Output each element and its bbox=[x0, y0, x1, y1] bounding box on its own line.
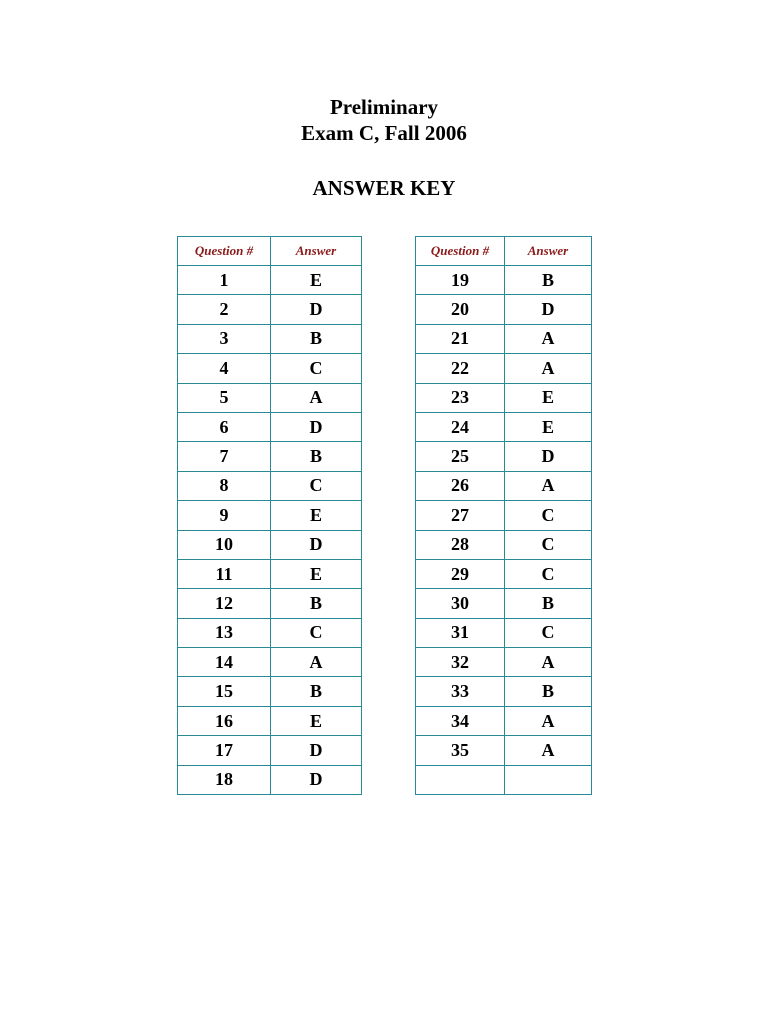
answer-cell: B bbox=[271, 589, 362, 618]
question-number-cell: 32 bbox=[416, 648, 505, 677]
question-number-cell: 10 bbox=[178, 530, 271, 559]
table-row bbox=[416, 295, 592, 324]
table-row bbox=[178, 559, 362, 588]
answer-cell bbox=[505, 765, 592, 794]
table-row bbox=[416, 442, 592, 471]
answer-cell: B bbox=[505, 266, 592, 295]
answer-cell: E bbox=[505, 412, 592, 441]
question-number-cell: 22 bbox=[416, 354, 505, 383]
answer-cell: B bbox=[271, 324, 362, 353]
answer-cell: D bbox=[505, 295, 592, 324]
question-number-cell: 30 bbox=[416, 589, 505, 618]
question-number-cell: 26 bbox=[416, 471, 505, 500]
table-row bbox=[416, 501, 592, 530]
question-number-cell: 31 bbox=[416, 618, 505, 647]
answer-cell: D bbox=[271, 295, 362, 324]
question-number-cell: 4 bbox=[178, 354, 271, 383]
answer-cell: E bbox=[271, 559, 362, 588]
question-number-cell: 11 bbox=[178, 559, 271, 588]
table-row bbox=[416, 648, 592, 677]
answer-cell: A bbox=[271, 383, 362, 412]
answer-cell: A bbox=[271, 648, 362, 677]
question-number-cell: 8 bbox=[178, 471, 271, 500]
question-number-cell: 20 bbox=[416, 295, 505, 324]
question-number-cell: 18 bbox=[178, 765, 271, 794]
table-row bbox=[178, 765, 362, 794]
table-row bbox=[416, 559, 592, 588]
question-number-cell: 33 bbox=[416, 677, 505, 706]
table-row bbox=[416, 706, 592, 735]
question-number-cell: 24 bbox=[416, 412, 505, 441]
table-row bbox=[416, 266, 592, 295]
table-row bbox=[178, 677, 362, 706]
answer-cell: D bbox=[271, 765, 362, 794]
answer-cell: C bbox=[505, 618, 592, 647]
question-number-cell: 21 bbox=[416, 324, 505, 353]
answer-key-heading: ANSWER KEY bbox=[312, 176, 456, 200]
answer-cell: E bbox=[271, 501, 362, 530]
table-row bbox=[178, 383, 362, 412]
table-row bbox=[178, 266, 362, 295]
answer-column-header: Answer bbox=[271, 237, 362, 266]
table-row bbox=[178, 501, 362, 530]
answer-cell: B bbox=[505, 589, 592, 618]
question-number-cell: 5 bbox=[178, 383, 271, 412]
question-number-cell: 1 bbox=[178, 266, 271, 295]
table-row bbox=[416, 618, 592, 647]
table-row bbox=[416, 383, 592, 412]
table-row bbox=[178, 530, 362, 559]
question-number-cell: 13 bbox=[178, 618, 271, 647]
answer-column-header: Answer bbox=[505, 237, 592, 266]
question-number-cell: 17 bbox=[178, 736, 271, 765]
question-number-cell: 28 bbox=[416, 530, 505, 559]
answer-cell: E bbox=[271, 266, 362, 295]
table-row bbox=[178, 412, 362, 441]
question-number-cell: 9 bbox=[178, 501, 271, 530]
question-column-header: Question # bbox=[178, 237, 271, 266]
table-row bbox=[178, 618, 362, 647]
table-row bbox=[178, 324, 362, 353]
question-number-cell: 19 bbox=[416, 266, 505, 295]
answer-cell: C bbox=[505, 559, 592, 588]
table-header-row bbox=[178, 237, 362, 266]
answer-cell: A bbox=[505, 471, 592, 500]
question-number-cell: 35 bbox=[416, 736, 505, 765]
exam-subtitle: Exam C, Fall 2006 bbox=[301, 121, 467, 145]
answer-cell: E bbox=[271, 706, 362, 735]
answer-cell: C bbox=[271, 618, 362, 647]
table-row bbox=[178, 706, 362, 735]
table-row bbox=[178, 442, 362, 471]
question-number-cell: 14 bbox=[178, 648, 271, 677]
question-number-cell: 29 bbox=[416, 559, 505, 588]
answer-cell: D bbox=[271, 530, 362, 559]
answer-table-left bbox=[177, 236, 362, 795]
question-number-cell: 12 bbox=[178, 589, 271, 618]
table-row bbox=[178, 589, 362, 618]
table-row bbox=[178, 354, 362, 383]
answer-cell: A bbox=[505, 354, 592, 383]
question-number-cell: 6 bbox=[178, 412, 271, 441]
page-title: Preliminary bbox=[329, 95, 439, 119]
answer-cell: C bbox=[505, 501, 592, 530]
question-number-cell: 3 bbox=[178, 324, 271, 353]
table-row bbox=[416, 736, 592, 765]
table-row bbox=[178, 648, 362, 677]
answer-cell: C bbox=[505, 530, 592, 559]
table-row bbox=[416, 412, 592, 441]
question-number-cell bbox=[416, 765, 505, 794]
answer-cell: A bbox=[505, 648, 592, 677]
table-row bbox=[416, 677, 592, 706]
table-row bbox=[178, 471, 362, 500]
answer-cell: E bbox=[505, 383, 592, 412]
question-number-cell: 25 bbox=[416, 442, 505, 471]
table-row bbox=[178, 736, 362, 765]
answer-cell: D bbox=[271, 412, 362, 441]
table-row bbox=[416, 530, 592, 559]
answer-cell: B bbox=[505, 677, 592, 706]
answer-cell: C bbox=[271, 471, 362, 500]
table-row bbox=[416, 354, 592, 383]
question-number-cell: 7 bbox=[178, 442, 271, 471]
question-number-cell: 16 bbox=[178, 706, 271, 735]
table-row bbox=[416, 589, 592, 618]
table-row bbox=[416, 765, 592, 794]
answer-cell: B bbox=[271, 442, 362, 471]
answer-cell: B bbox=[271, 677, 362, 706]
question-column-header: Question # bbox=[416, 237, 505, 266]
answer-cell: A bbox=[505, 736, 592, 765]
answer-cell: A bbox=[505, 324, 592, 353]
answer-cell: D bbox=[271, 736, 362, 765]
table-row bbox=[416, 324, 592, 353]
question-number-cell: 2 bbox=[178, 295, 271, 324]
answer-cell: D bbox=[505, 442, 592, 471]
question-number-cell: 34 bbox=[416, 706, 505, 735]
table-row bbox=[416, 471, 592, 500]
table-row bbox=[178, 295, 362, 324]
question-number-cell: 23 bbox=[416, 383, 505, 412]
question-number-cell: 15 bbox=[178, 677, 271, 706]
answer-cell: A bbox=[505, 706, 592, 735]
answer-cell: C bbox=[271, 354, 362, 383]
table-header-row bbox=[416, 237, 592, 266]
answer-table-right bbox=[415, 236, 592, 795]
question-number-cell: 27 bbox=[416, 501, 505, 530]
